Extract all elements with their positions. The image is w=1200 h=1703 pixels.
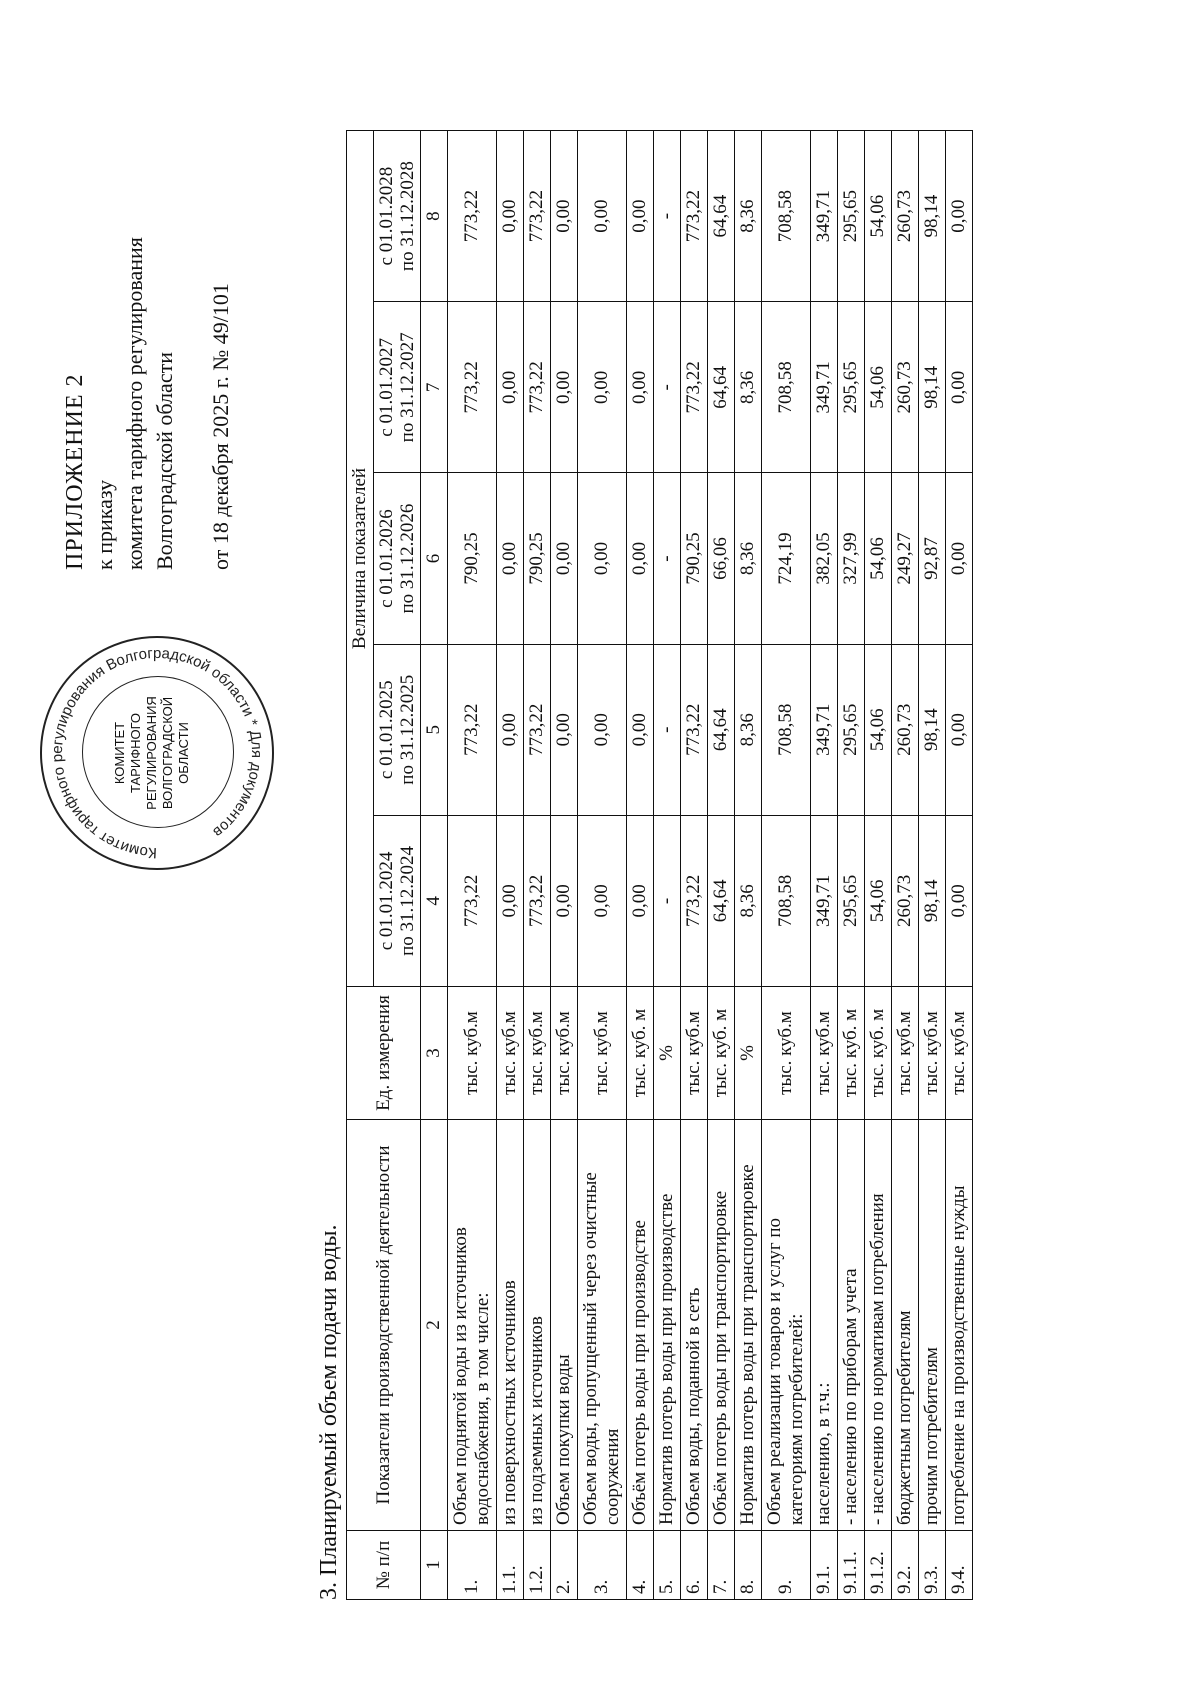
row-number: 1.2. [524, 1531, 551, 1600]
row-value: 0,00 [497, 815, 524, 986]
row-value: 64,64 [708, 302, 735, 473]
row-value: 64,64 [708, 644, 735, 815]
row-value: 0,00 [497, 302, 524, 473]
row-value: 0,00 [627, 815, 654, 986]
committee-label: комитета тарифного регулирования [122, 237, 147, 570]
row-value: 98,14 [919, 815, 946, 986]
row-value: 0,00 [497, 131, 524, 302]
column-index: 6 [421, 473, 448, 644]
row-number: 9.1.2. [865, 1531, 892, 1600]
row-value: 708,58 [762, 302, 811, 473]
row-value: 349,71 [811, 815, 838, 986]
row-value: 295,65 [838, 815, 865, 986]
row-value: 54,06 [865, 302, 892, 473]
row-value: 349,71 [811, 644, 838, 815]
row-value: 0,00 [578, 302, 627, 473]
row-value: 0,00 [497, 473, 524, 644]
row-value: 0,00 [551, 644, 578, 815]
seal-center-line: РЕГУЛИРОВАНИЯ [144, 696, 159, 810]
svg-text:Комитет тарифного регулировани: Комитет тарифного регулирования Волгоградской области * Для документов [48, 644, 266, 862]
column-index: 3 [421, 987, 448, 1120]
row-indicator: из подземных источников [524, 1120, 551, 1531]
period-to: по 31.12.2027 [397, 332, 418, 443]
row-value: 260,73 [892, 644, 919, 815]
row-value: 0,00 [946, 473, 973, 644]
row-value: 773,22 [448, 815, 497, 986]
table-row [448, 131, 497, 1600]
row-value: 773,22 [524, 131, 551, 302]
row-value: 773,22 [524, 815, 551, 986]
row-value: 0,00 [551, 302, 578, 473]
row-value: 0,00 [551, 131, 578, 302]
col-number-header: № п/п [347, 1531, 421, 1600]
row-value: 790,25 [524, 473, 551, 644]
column-index: 2 [421, 1120, 448, 1531]
period-from: с 01.01.2025 [376, 680, 397, 780]
row-value: 54,06 [865, 815, 892, 986]
row-number: 8. [735, 1531, 762, 1600]
column-index: 5 [421, 644, 448, 815]
row-value: 54,06 [865, 473, 892, 644]
period-header [374, 815, 421, 986]
row-value: 0,00 [946, 815, 973, 986]
table-row [762, 131, 811, 1600]
row-number: 7. [708, 1531, 735, 1600]
row-value: 382,05 [811, 473, 838, 644]
row-value: 773,22 [448, 302, 497, 473]
rotated-sheet [20, 80, 1140, 1640]
table-row [524, 131, 551, 1600]
row-value: 0,00 [627, 302, 654, 473]
values-group-header: Величина показателей [347, 131, 374, 987]
column-index: 1 [421, 1531, 448, 1600]
row-indicator: Объем реализации товаров и услуг по категориям потребителей: [762, 1120, 811, 1531]
col-indicator-header: Показатели производственной деятельности [347, 1120, 421, 1531]
table-row [708, 131, 735, 1600]
row-indicator: - населению по нормативам потребления [865, 1120, 892, 1531]
table-row [919, 131, 946, 1600]
seal-center-line: ОБЛАСТИ [176, 722, 191, 784]
row-value: 773,22 [448, 131, 497, 302]
period-to: по 31.12.2024 [397, 845, 418, 956]
table-row [497, 131, 524, 1600]
section-title: 3. Планируемый объем подачи воды. [316, 1224, 342, 1600]
row-indicator: Объем воды, пропущенный через очистные сооружения [578, 1120, 627, 1531]
table-row [654, 131, 681, 1600]
appendix-label: ПРИЛОЖЕНИЕ 2 [62, 373, 88, 570]
row-value: 349,71 [811, 131, 838, 302]
row-unit: тыс. куб. м [627, 987, 654, 1120]
period-from: с 01.01.2024 [376, 851, 397, 951]
row-number: 9.4. [946, 1531, 973, 1600]
row-unit: тыс. куб.м [811, 987, 838, 1120]
table-row [735, 131, 762, 1600]
row-indicator: Объём потерь воды при транспортировке [708, 1120, 735, 1531]
row-value: - [654, 644, 681, 815]
region-label: Волгоградской области [152, 352, 177, 570]
period-from: с 01.01.2026 [376, 509, 397, 608]
seal-center-line: ТАРИФНОГО [128, 713, 143, 793]
row-number: 9.1. [811, 1531, 838, 1600]
row-indicator: бюджетным потребителям [892, 1120, 919, 1531]
row-value: 54,06 [865, 131, 892, 302]
row-value: 295,65 [838, 131, 865, 302]
row-unit: тыс. куб.м [919, 987, 946, 1120]
row-unit: тыс. куб.м [448, 987, 497, 1120]
period-to: по 31.12.2025 [397, 674, 418, 785]
row-value: 708,58 [762, 815, 811, 986]
row-indicator: населению, в т.ч.: [811, 1120, 838, 1531]
row-value: 773,22 [524, 644, 551, 815]
row-indicator: - населению по приборам учета [838, 1120, 865, 1531]
row-unit: тыс. куб.м [578, 987, 627, 1120]
order-date: от 18 декабря 2025 г. № 49/101 [208, 283, 233, 570]
table-row [681, 131, 708, 1600]
row-number: 4. [627, 1531, 654, 1600]
row-value: 8,36 [735, 131, 762, 302]
row-value: - [654, 473, 681, 644]
row-value: 0,00 [578, 473, 627, 644]
period-to: по 31.12.2026 [397, 503, 418, 614]
row-value: 0,00 [946, 302, 973, 473]
row-number: 1. [448, 1531, 497, 1600]
period-from: с 01.01.2028 [376, 166, 397, 266]
row-unit: % [735, 987, 762, 1120]
row-value: 327,99 [838, 473, 865, 644]
row-value: 8,36 [735, 473, 762, 644]
row-unit: тыс. куб.м [551, 987, 578, 1120]
row-number: 3. [578, 1531, 627, 1600]
table-row [892, 131, 919, 1600]
row-number: 5. [654, 1531, 681, 1600]
row-value: 295,65 [838, 644, 865, 815]
seal-center-text [112, 682, 192, 824]
order-label: к приказу [92, 479, 117, 570]
row-value: 0,00 [497, 644, 524, 815]
period-to: по 31.12.2028 [397, 161, 418, 272]
row-value: 773,22 [681, 815, 708, 986]
row-value: - [654, 131, 681, 302]
row-value: 66,06 [708, 473, 735, 644]
row-value: 0,00 [627, 473, 654, 644]
row-number: 1.1. [497, 1531, 524, 1600]
row-indicator: Норматив потерь воды при транспортировке [735, 1120, 762, 1531]
row-unit: тыс. куб.м [762, 987, 811, 1120]
row-number: 9. [762, 1531, 811, 1600]
row-unit: тыс. куб.м [946, 987, 973, 1120]
row-unit: % [654, 987, 681, 1120]
row-value: 708,58 [762, 131, 811, 302]
row-value: - [654, 302, 681, 473]
row-value: 349,71 [811, 302, 838, 473]
row-unit: тыс. куб.м [892, 987, 919, 1120]
row-value: 0,00 [946, 131, 973, 302]
row-indicator: прочим потребителям [919, 1120, 946, 1531]
row-value: 773,22 [524, 302, 551, 473]
row-value: 0,00 [946, 644, 973, 815]
row-value: 64,64 [708, 131, 735, 302]
row-value: 98,14 [919, 131, 946, 302]
row-value: 54,06 [865, 644, 892, 815]
row-unit: тыс. куб.м [497, 987, 524, 1120]
row-number: 9.2. [892, 1531, 919, 1600]
row-value: 0,00 [551, 815, 578, 986]
row-indicator: Объем покупки воды [551, 1120, 578, 1531]
row-value: 249,27 [892, 473, 919, 644]
period-header [374, 302, 421, 473]
row-value: 0,00 [578, 131, 627, 302]
row-number: 9.1.1. [838, 1531, 865, 1600]
row-value: 0,00 [627, 644, 654, 815]
table-row [627, 131, 654, 1600]
official-seal [40, 636, 274, 870]
row-number: 6. [681, 1531, 708, 1600]
row-value: 773,22 [681, 644, 708, 815]
period-header [374, 644, 421, 815]
row-number: 9.3. [919, 1531, 946, 1600]
row-value: 724,19 [762, 473, 811, 644]
row-value: 0,00 [578, 644, 627, 815]
row-unit: тыс. куб. м [838, 987, 865, 1120]
row-value: - [654, 815, 681, 986]
row-number: 2. [551, 1531, 578, 1600]
row-value: 790,25 [448, 473, 497, 644]
row-value: 64,64 [708, 815, 735, 986]
row-value: 92,87 [919, 473, 946, 644]
seal-center-line: ВОЛГОГРАДСКОЙ [160, 696, 175, 810]
period-header [374, 131, 421, 302]
column-index: 7 [421, 302, 448, 473]
row-value: 260,73 [892, 815, 919, 986]
row-unit: тыс. куб. м [865, 987, 892, 1120]
table-row [838, 131, 865, 1600]
water-supply-table [346, 130, 973, 1600]
row-value: 0,00 [551, 473, 578, 644]
seal-center-line: КОМИТЕТ [112, 721, 127, 785]
row-unit: тыс. куб.м [524, 987, 551, 1120]
row-value: 98,14 [919, 644, 946, 815]
row-unit: тыс. куб.м [681, 987, 708, 1120]
row-value: 708,58 [762, 644, 811, 815]
row-indicator: потребление на производственные нужды [946, 1120, 973, 1531]
row-value: 8,36 [735, 302, 762, 473]
row-value: 8,36 [735, 644, 762, 815]
row-value: 773,22 [448, 644, 497, 815]
row-value: 773,22 [681, 302, 708, 473]
row-value: 98,14 [919, 302, 946, 473]
row-value: 295,65 [838, 302, 865, 473]
column-index: 8 [421, 131, 448, 302]
row-indicator: Объём потерь воды при производстве [627, 1120, 654, 1531]
column-index: 4 [421, 815, 448, 986]
period-header [374, 473, 421, 644]
row-value: 0,00 [578, 815, 627, 986]
col-unit-header: Ед. измерения [347, 987, 421, 1120]
period-from: с 01.01.2027 [376, 338, 397, 437]
table-row [865, 131, 892, 1600]
table-row [551, 131, 578, 1600]
row-value: 0,00 [627, 131, 654, 302]
row-value: 790,25 [681, 473, 708, 644]
table-row [946, 131, 973, 1600]
row-value: 260,73 [892, 131, 919, 302]
row-value: 8,36 [735, 815, 762, 986]
row-value: 773,22 [681, 131, 708, 302]
table-row [811, 131, 838, 1600]
row-indicator: Объем воды, поданной в сеть [681, 1120, 708, 1531]
appendix-header [60, 150, 236, 570]
row-unit: тыс. куб. м [708, 987, 735, 1120]
row-indicator: из поверхностных источников [497, 1120, 524, 1531]
row-indicator: Объем поднятой воды из источников водоснабжения, в том числе: [448, 1120, 497, 1531]
table-row [578, 131, 627, 1600]
row-indicator: Норматив потерь воды при производстве [654, 1120, 681, 1531]
row-value: 260,73 [892, 302, 919, 473]
